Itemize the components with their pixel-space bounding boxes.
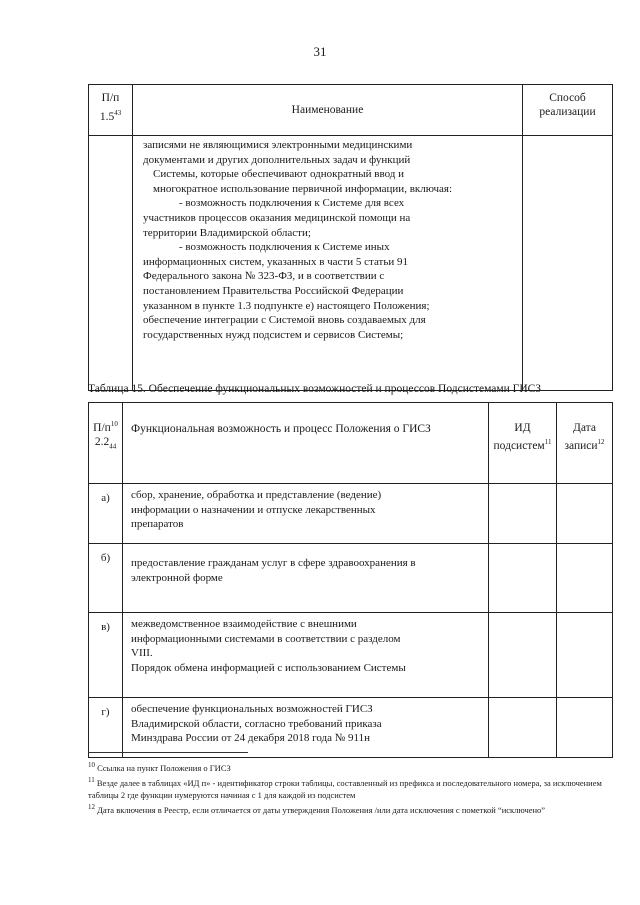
text-line: информационных систем, указанных в части 5 статьи 91 <box>143 255 409 268</box>
footnote <box>88 801 618 816</box>
text-line: - возможность подключения к Системе иных <box>179 241 390 254</box>
footnote-separator <box>88 752 248 753</box>
text-line: электронной форме <box>131 571 223 584</box>
header-method-line2: реализации <box>539 106 596 118</box>
text-line: Владимирской области, согласно требований приказа <box>131 717 382 730</box>
text-line: постановлением Правительства Российской Федерации <box>143 284 404 297</box>
table-row <box>89 484 613 544</box>
header-subsystem-id <box>489 403 557 484</box>
text-line: препаратов <box>131 518 184 531</box>
text-line: - возможность подключения к Системе для всех <box>179 197 405 210</box>
text-line: обеспечение функциональных возможностей ГИСЗ <box>131 703 373 715</box>
header-date-line1: Дата <box>573 422 596 434</box>
header-number-line2: 1.5 <box>99 110 115 123</box>
row-label: в) <box>89 613 123 698</box>
row-text <box>123 698 489 758</box>
text-line: информации о назначении и отпуске лекарственных <box>131 503 376 516</box>
empty-cell <box>557 544 613 613</box>
text-line: Минздрава России от 24 декабря 2018 года № 911н <box>131 732 370 745</box>
header-id-line1: ИД <box>514 422 531 434</box>
header-function: Функциональная возможность и процесс Положения о ГИСЗ <box>123 403 489 484</box>
header-id-line2: подсистем <box>493 439 545 452</box>
table-header-row <box>89 403 613 484</box>
text-line: многократное использование первичной информации, включая: <box>153 182 453 195</box>
header-number <box>89 403 123 484</box>
header-number-sup: 43 <box>114 109 122 117</box>
empty-cell <box>523 136 613 391</box>
footnote-marker: 11 <box>88 775 95 784</box>
row-label: г) <box>89 698 123 758</box>
footnote-text: Ссылка на пункт Положения о ГИСЗ <box>95 762 231 773</box>
text-line: государственных нужд подсистем и сервисов Системы; <box>143 328 404 341</box>
footnote-text: Дата включения в Реестр, если отличается от даты утверждения Положения /или дата исключения с пометкой “исключено” <box>95 804 546 815</box>
page-number: 31 <box>313 44 327 59</box>
header-number-line2: 2.2 <box>94 435 110 448</box>
text-line: указанном в пункте 1.3 подпункте е) настоящего Положения; <box>143 299 430 312</box>
header-number-sub: 44 <box>109 442 117 451</box>
empty-cell <box>489 613 557 698</box>
empty-cell <box>489 544 557 613</box>
description-cell <box>133 136 523 391</box>
row-text <box>123 544 489 613</box>
header-record-date <box>557 403 613 484</box>
empty-cell <box>89 136 133 391</box>
row-text <box>123 613 489 698</box>
text-line: обеспечение интеграции с Системой вновь создаваемых для <box>143 314 426 327</box>
functions-table <box>88 402 613 758</box>
table-row <box>89 544 613 613</box>
empty-cell <box>557 698 613 758</box>
footnote <box>88 774 618 801</box>
text-line: VIII. <box>131 647 153 660</box>
text-line: сбор, хранение, обработка и представление (ведение) <box>131 489 382 501</box>
text-line: документами и других дополнительных задач и функций <box>143 153 411 166</box>
header-date-line2: записи <box>564 439 598 452</box>
empty-cell <box>489 698 557 758</box>
header-number-line1: П/п <box>93 421 111 434</box>
text-line: информационными системами в соответствии с разделом <box>131 632 401 645</box>
table-row <box>89 613 613 698</box>
header-date-sup: 12 <box>597 438 605 446</box>
header-number-sup: 10 <box>110 420 118 428</box>
footnote-marker: 10 <box>88 761 95 769</box>
footnote-marker: 12 <box>88 802 95 811</box>
header-method <box>523 85 613 136</box>
realization-table <box>88 84 613 391</box>
text-line: территории Владимирской области; <box>143 226 311 239</box>
row-label: а) <box>89 484 123 544</box>
header-number-line1: П/п <box>101 92 120 104</box>
text-line: Порядок обмена информацией с использованием Системы <box>131 661 406 674</box>
text-line: межведомственное взаимодействие с внешними <box>131 618 357 630</box>
header-method-line1: Способ <box>549 92 586 104</box>
table-header-row <box>89 85 613 136</box>
text-line: Системы, которые обеспечивают однократный ввод и <box>153 168 404 181</box>
footnote <box>88 759 618 774</box>
empty-cell <box>557 484 613 544</box>
footnotes <box>88 759 618 815</box>
row-text <box>123 484 489 544</box>
header-id-sup: 11 <box>544 438 552 446</box>
header-number <box>89 85 133 136</box>
table-row <box>89 698 613 758</box>
text-line: Федерального закона № 323-ФЗ, и в соответствии с <box>143 270 385 283</box>
text-line: предоставление гражданам услуг в сфере здравоохранения в <box>131 557 416 569</box>
empty-cell <box>489 484 557 544</box>
table-row <box>89 136 613 391</box>
text-line: записями не являющимися электронными медицинскими <box>143 139 413 151</box>
row-label: б) <box>89 544 123 613</box>
text-line: участников процессов оказания медицинской помощи на <box>143 211 411 224</box>
empty-cell <box>557 613 613 698</box>
header-name: Наименование <box>133 85 523 136</box>
footnote-text: Везде далее в таблицах «ИД п» - идентификатор строки таблицы, составленный из префикса и последовательного номера, за исключением таблицы 2 где функции нумеруются начиная с 1 для каждой из подсистем <box>88 777 602 800</box>
table-caption: Таблица 15. Обеспечение функциональных возможностей и процессов Подсистемами ГИСЗ <box>88 383 542 395</box>
